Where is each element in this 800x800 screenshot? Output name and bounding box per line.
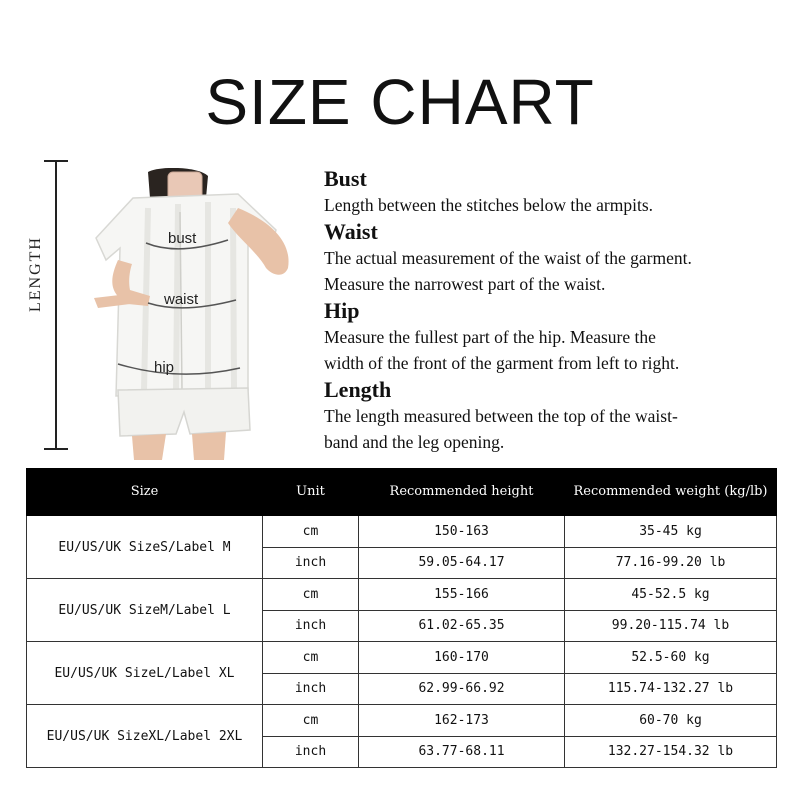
bust-label: bust (168, 230, 197, 247)
unit-cell: inch (263, 736, 359, 768)
unit-cell: inch (263, 673, 359, 705)
size-table (26, 468, 776, 768)
measurement-definitions (324, 166, 784, 456)
header-unit: Unit (263, 469, 359, 516)
size-cell: EU/US/UK SizeXL/Label 2XL (27, 705, 263, 768)
weight-cell: 77.16-99.20 lb (565, 547, 777, 579)
table-header-row (27, 469, 777, 516)
table-row (27, 705, 777, 737)
weight-cell: 60-70 kg (565, 705, 777, 737)
hip-term: Hip (324, 297, 360, 323)
length-ruler (44, 160, 68, 450)
unit-cell: inch (263, 610, 359, 642)
height-cell: 160-170 (359, 642, 565, 674)
waist-term: Waist (324, 218, 378, 244)
header-weight: Recommended weight (kg/lb) (565, 469, 777, 516)
waist-text-2: Measure the narrowest part of the waist. (324, 274, 606, 294)
weight-cell: 45-52.5 kg (565, 579, 777, 611)
unit-cell: inch (263, 547, 359, 579)
ruler-bottom-cap (44, 448, 68, 450)
size-cell: EU/US/UK SizeM/Label L (27, 579, 263, 642)
weight-cell: 52.5-60 kg (565, 642, 777, 674)
height-cell: 63.77-68.11 (359, 736, 565, 768)
header-height: Recommended height (359, 469, 565, 516)
table-row (27, 642, 777, 674)
hip-label: hip (154, 359, 175, 376)
table-row (27, 516, 777, 548)
unit-cell: cm (263, 642, 359, 674)
weight-cell: 132.27-154.32 lb (565, 736, 777, 768)
weight-cell: 115.74-132.27 lb (565, 673, 777, 705)
length-text-2: band and the leg opening. (324, 432, 505, 452)
unit-cell: cm (263, 705, 359, 737)
weight-cell: 99.20-115.74 lb (565, 610, 777, 642)
waist-text-1: The actual measurement of the waist of the garment. (324, 247, 692, 268)
height-cell: 62.99-66.92 (359, 673, 565, 705)
size-cell: EU/US/UK SizeS/Label M (27, 516, 263, 579)
height-cell: 162-173 (359, 705, 565, 737)
height-cell: 61.02-65.35 (359, 610, 565, 642)
height-cell: 59.05-64.17 (359, 547, 565, 579)
size-cell: EU/US/UK SizeL/Label XL (27, 642, 263, 705)
height-cell: 155-166 (359, 579, 565, 611)
hip-text-2: width of the front of the garment from left to right. (324, 353, 680, 373)
weight-cell: 35-45 kg (565, 516, 777, 548)
height-cell: 150-163 (359, 516, 565, 548)
bust-text: Length between the stitches below the armpits. (324, 195, 654, 215)
unit-cell: cm (263, 516, 359, 548)
model-figure-illustration (88, 168, 310, 460)
length-term: Length (324, 376, 392, 402)
bust-term: Bust (324, 166, 367, 191)
length-text-1: The length measured between the top of the waist- (324, 405, 678, 426)
table-row (27, 579, 777, 611)
page-title: SIZE CHART (205, 66, 595, 138)
waist-label: waist (164, 291, 199, 308)
header-size: Size (27, 469, 263, 516)
ruler-line (55, 160, 57, 450)
length-label: LENGTH (27, 224, 47, 324)
hip-text-1: Measure the fullest part of the hip. Measure the (324, 326, 656, 347)
unit-cell: cm (263, 579, 359, 611)
